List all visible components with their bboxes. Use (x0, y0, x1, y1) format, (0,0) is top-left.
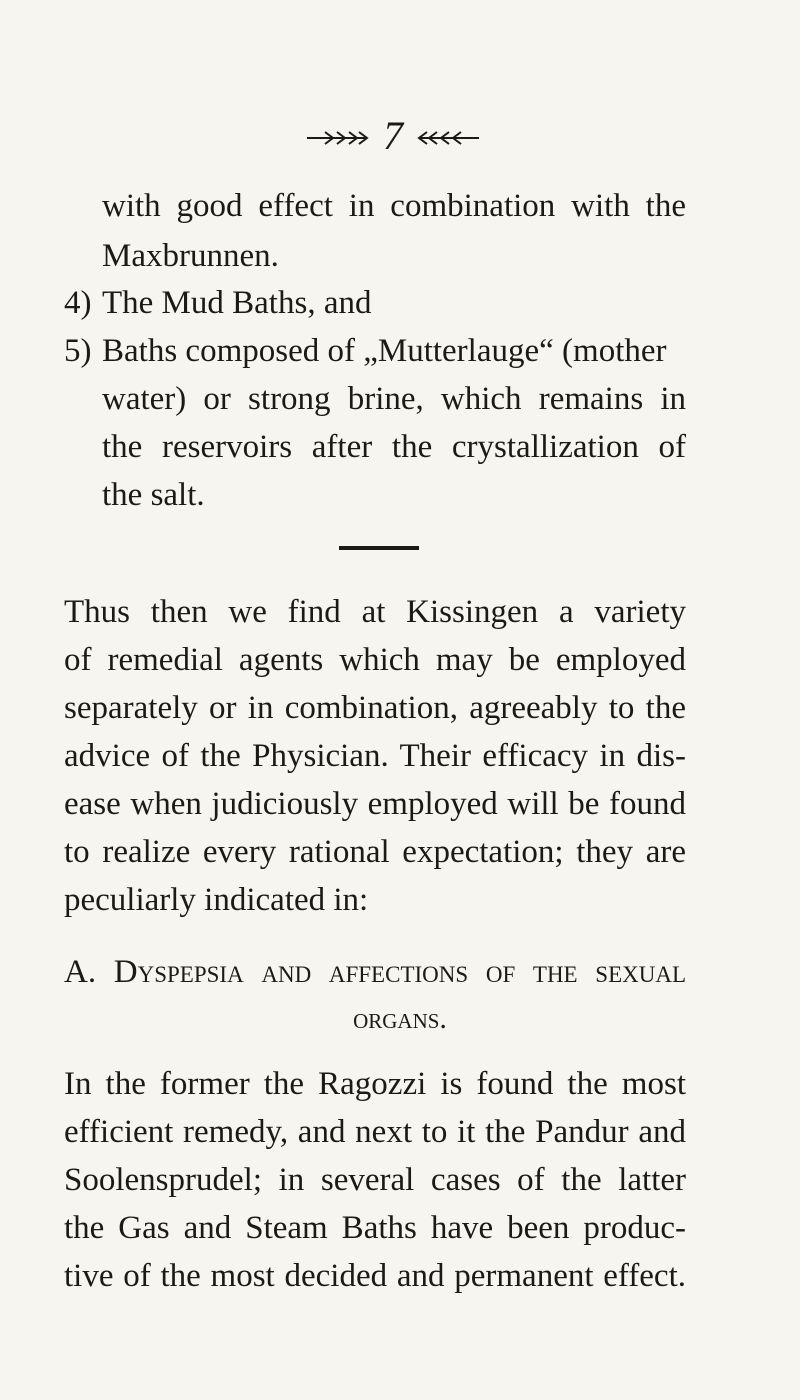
paragraph-line: ease when judiciously employed will be found (64, 786, 686, 822)
list-item-text: the salt. (102, 477, 205, 513)
left-arrow-ornament-icon (305, 126, 369, 150)
continuation-line: Maxbrunnen. (102, 238, 279, 274)
paragraph-line: advice of the Physician. Their efficacy in dis- (64, 738, 686, 774)
paragraph-line: peculiarly indicated in: (64, 882, 369, 918)
right-arrow-ornament-icon (417, 126, 481, 150)
paragraph-line: of remedial agents which may be employed (64, 642, 686, 678)
page-number: 7 (383, 113, 403, 158)
section-heading-text: Dyspepsia and affections of the sexual (113, 954, 686, 990)
list-item-number: 4) (64, 285, 92, 321)
paragraph-line: efficient remedy, and next to it the Pandur and (64, 1114, 686, 1150)
continuation-line: with good effect in combination with the (102, 188, 686, 224)
paragraph-line: Thus then we find at Kissingen a variety (64, 594, 686, 630)
list-item-5 (64, 333, 667, 370)
page-header (0, 113, 800, 158)
list-item-number: 5) (64, 333, 92, 369)
list-item-text: The Mud Baths, and (102, 285, 372, 321)
list-item-text: Baths composed of „Mutterlauge“ (mother (102, 333, 667, 369)
section-divider (339, 546, 419, 550)
paragraph-line: separately or in combination, agreeably to the (64, 690, 686, 726)
section-heading (64, 954, 686, 991)
list-item-text: water) or strong brine, which remains in (102, 381, 686, 417)
paragraph-line: Soolensprudel; in several cases of the latter (64, 1162, 686, 1198)
list-item-4 (64, 285, 371, 322)
paragraph-line: the Gas and Steam Baths have been produc- (64, 1210, 686, 1246)
paragraph-line: to realize every rational expectation; they are (64, 834, 686, 870)
section-heading-line2: organs. (353, 1002, 447, 1035)
section-letter: A. (64, 954, 97, 990)
list-item-text: the reservoirs after the crystallization of (102, 429, 686, 465)
paragraph-line: In the former the Ragozzi is found the most (64, 1066, 686, 1102)
paragraph-line: tive of the most decided and permanent effect. (64, 1258, 686, 1294)
